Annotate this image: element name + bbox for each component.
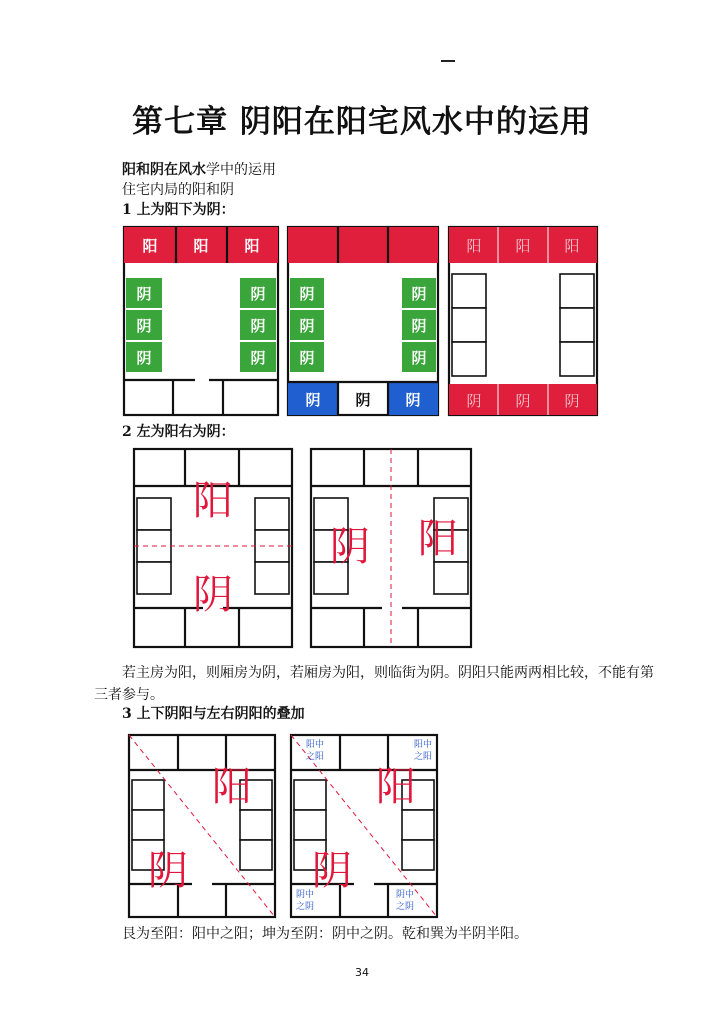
svg-text:阴: 阴: [299, 349, 315, 367]
item-2-heading: 2 左为阳右为阴：: [122, 424, 235, 440]
svg-text:阴: 阴: [305, 391, 321, 409]
diagram-top-yang-bottom-yin-c: [448, 226, 598, 416]
svg-text:阴: 阴: [299, 285, 315, 303]
svg-text:阴: 阴: [193, 572, 233, 618]
svg-text:阴: 阴: [299, 317, 315, 335]
svg-text:阴: 阴: [250, 317, 266, 335]
body-paragraph: 若主房为阳，则厢房为阴，若厢房为阳，则临街为阴。阴阳只能两两相比较，不能有第三者参与。: [94, 665, 654, 703]
svg-text:阳: 阳: [418, 516, 458, 562]
section-heading: 阳和阴在风水学中的运用: [122, 162, 276, 178]
diagram-top-yang-bottom-yin-a: [123, 226, 279, 416]
svg-text:之阳: 之阳: [414, 752, 433, 762]
svg-text:阳: 阳: [515, 237, 531, 255]
svg-text:阳中: 阳中: [414, 740, 433, 750]
item-1-heading: 1 上为阳下为阴：: [122, 202, 235, 218]
svg-text:阳: 阳: [376, 764, 416, 810]
svg-text:阳: 阳: [466, 237, 482, 255]
note-yin-in-yin: 阴中: [296, 890, 315, 900]
svg-text:之阴: 之阴: [396, 902, 415, 912]
section-subheading: 住宅内局的阳和阴: [122, 182, 234, 198]
svg-text:阴: 阴: [136, 349, 152, 367]
header-mark: [441, 60, 455, 62]
svg-text:阴: 阴: [250, 349, 266, 367]
page-number: 34: [355, 966, 369, 979]
svg-text:阴: 阴: [411, 349, 427, 367]
svg-text:阴: 阴: [515, 392, 531, 410]
svg-text:阴: 阴: [466, 392, 482, 410]
item-3-heading: 3 上下阴阳与左右阴阳的叠加: [122, 706, 305, 722]
svg-text:阴: 阴: [405, 391, 421, 409]
diagram-left-yang-right-yin-b: [310, 448, 472, 648]
yang-label: 阳: [193, 237, 209, 255]
svg-text:阴: 阴: [312, 848, 352, 894]
svg-text:阴: 阴: [250, 285, 266, 303]
svg-text:阴中: 阴中: [396, 890, 415, 900]
svg-text:阴: 阴: [148, 848, 188, 894]
svg-text:阴: 阴: [411, 317, 427, 335]
diagram-combined-a: [128, 734, 276, 918]
diagram-caption: 艮为至阳：阳中之阳；坤为至阴：阴中之阴。乾和巽为半阴半阳。: [122, 926, 528, 942]
svg-text:阴: 阴: [564, 392, 580, 410]
diagram-combined-b: [290, 734, 438, 918]
diagram-left-yang-right-yin-a: [133, 448, 293, 648]
yang-label: 阳: [244, 237, 260, 255]
svg-text:阴: 阴: [411, 285, 427, 303]
svg-text:阳: 阳: [564, 237, 580, 255]
page-title: 第七章 阴阳在阳宅风水中的运用: [132, 104, 592, 140]
yang-label: 阳: [142, 237, 158, 255]
svg-text:阴: 阴: [330, 524, 370, 570]
note-yang-in-yang: 阳中: [306, 740, 325, 750]
svg-text:阴: 阴: [136, 285, 152, 303]
diagram-top-yang-bottom-yin-b: [287, 226, 439, 416]
svg-text:之阴: 之阴: [296, 902, 315, 912]
svg-text:阳: 阳: [193, 478, 233, 524]
svg-text:阴: 阴: [136, 317, 152, 335]
svg-text:阳: 阳: [212, 764, 252, 810]
svg-text:阴: 阴: [355, 391, 371, 409]
svg-text:之阳: 之阳: [306, 752, 325, 762]
